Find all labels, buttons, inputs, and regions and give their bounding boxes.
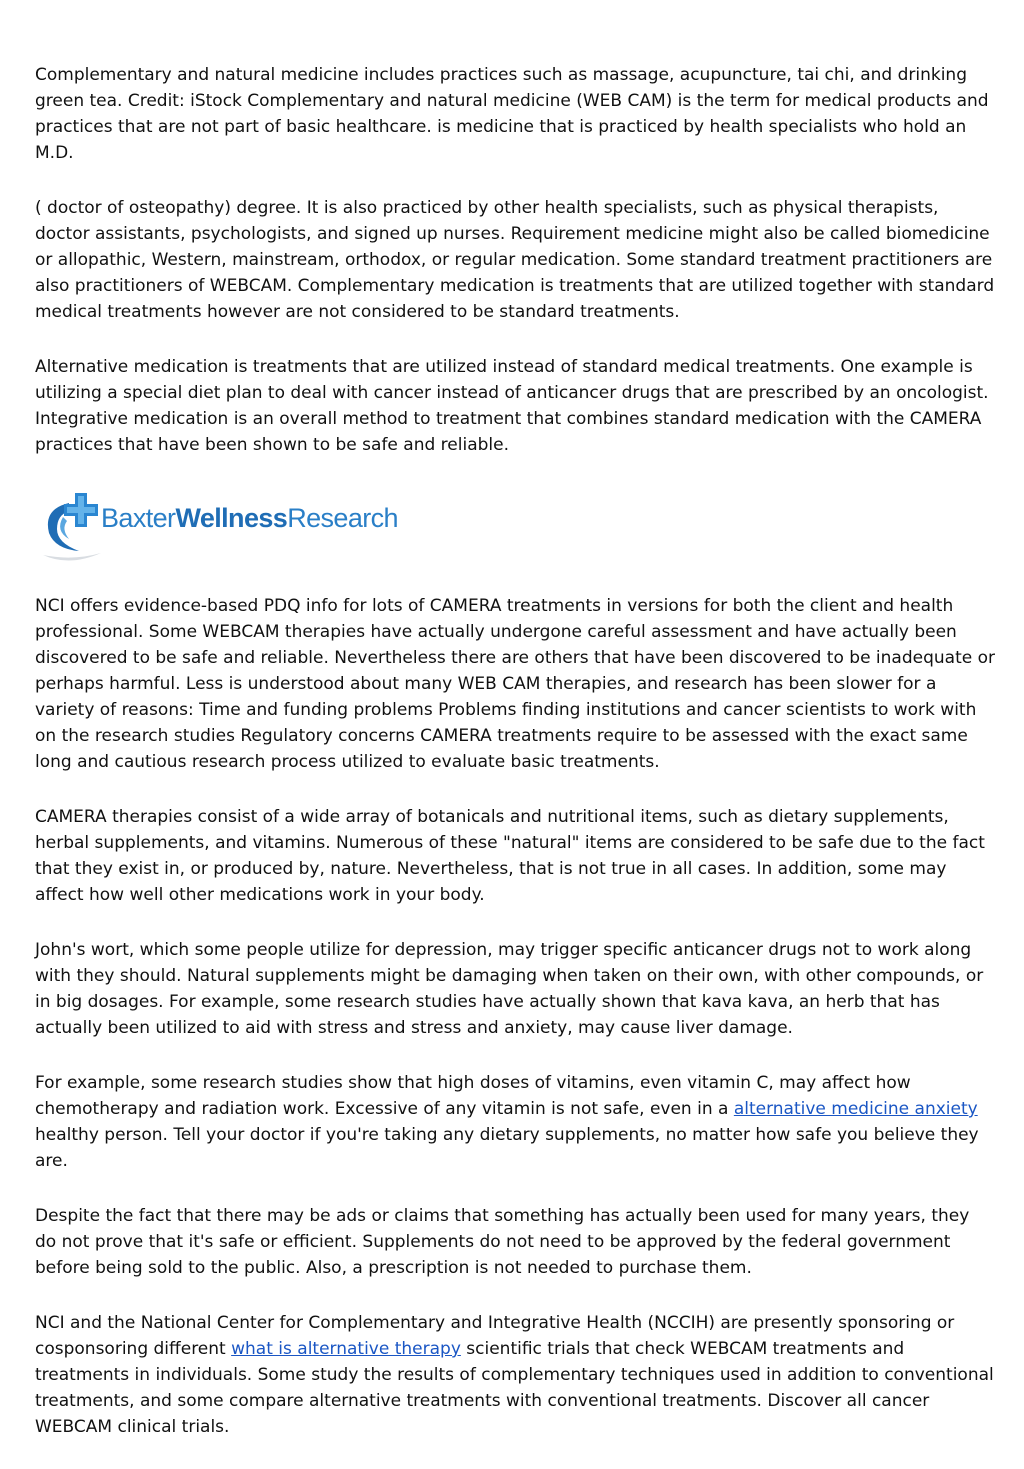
paragraph-6: John's wort, which some people utilize for depression, may trigger specific anticancer drugs not to work along with they should. Natural supplements might be damaging when taken on their own, with other compounds, or in big dosages. For example, some research studies have actually shown that kava kava, an herb that has actually been utilized to aid with stress and stress and anxiety, may cause liver damage. — [35, 940, 984, 1038]
paragraph-5: CAMERA therapies consist of a wide array of botanicals and nutritional items, such as dietary supplements, herbal supplements, and vitamins. Numerous of these "natural" items are considered to be safe due to the fact that they exist in, or produced by, nature. Nevertheless, that is not true in all cases. In addition, some may affect how well other medications work in your body. — [35, 807, 985, 905]
paragraph-7-text-end: healthy person. Tell your doctor if you're taking any dietary supplements, no matter how safe you believe they are. — [35, 1125, 979, 1171]
paragraph-9-text-start: NCI and the National Center for Complementary and Integrative Health (NCCIH) are presently sponsoring or cosponsoring different — [35, 1313, 955, 1359]
alternative-medicine-anxiety-link[interactable]: alternative medicine anxiety — [733, 1099, 978, 1119]
logo-word-wellness: Wellness — [175, 503, 288, 533]
logo-wordmark — [101, 505, 398, 531]
paragraph-7 — [35, 1070, 995, 1174]
paragraph-1: Complementary and natural medicine includes practices such as massage, acupuncture, tai chi, and drinking green tea. Credit: iStock Complementary and natural medicine (WEB CAM) is the term for medical products and practices that are not part of basic healthcare. is medicine that is practiced by health specialists who hold an M.D. — [35, 65, 989, 163]
paragraph-7-text-start: For example, some research studies show that high doses of vitamins, even vitamin C, may affect how chemotherapy and radiation work. Excessive of any vitamin is not safe, even in a — [35, 1073, 911, 1119]
article-body — [35, 62, 995, 1469]
paragraph-9-text-end: scientific trials that check WEBCAM treatments and treatments in individuals. Some study the results of complementary techniques used in addition to conventional treatments, and some compare alternative treatments with conventional treatments. Discover all cancer WEBCAM clinical trials. — [35, 1339, 994, 1437]
what-is-alternative-therapy-link[interactable]: what is alternative therapy — [231, 1339, 461, 1359]
baxter-wellness-research-logo — [35, 487, 995, 565]
medical-cross-icon — [39, 487, 109, 565]
logo-word-research: Research — [287, 503, 398, 533]
logo-word-baxter: Baxter — [101, 503, 176, 533]
paragraph-8: Despite the fact that there may be ads or claims that something has actually been used for many years, they do not prove that it's safe or efficient. Supplements do not need to be approved by the federal government before being sold to the public. Also, a prescription is not needed to purchase them. — [35, 1206, 970, 1278]
paragraph-2: ( doctor of osteopathy) degree. It is also practiced by other health specialists, such as physical therapists, doctor assistants, psychologists, and signed up nurses. Requirement medicine might also be called biomedicine or allopathic, Western, mainstream, orthodox, or regular medication. Some standard treatment practitioners are also practitioners of WEBCAM. Complementary medication is treatments that are utilized together with standard medical treatments however are not considered to be standard treatments. — [35, 198, 995, 322]
paragraph-3: Alternative medication is treatments that are utilized instead of standard medical treatments. One example is utilizing a special diet plan to deal with cancer instead of anticancer drugs that are prescribed by an oncologist. Integrative medication is an overall method to treatment that combines standard medication with the CAMERA practices that have been shown to be safe and reliable. — [35, 357, 989, 455]
paragraph-9 — [35, 1310, 995, 1440]
paragraph-4: NCI offers evidence-based PDQ info for lots of CAMERA treatments in versions for both the client and health professional. Some WEBCAM therapies have actually undergone careful assessment and have actually been discovered to be safe and reliable. Nevertheless there are others that have been discovered to be inadequate or perhaps harmful. Less is understood about many WEB CAM therapies, and research has been slower for a variety of reasons: Time and funding problems Problems finding institutions and cancer scientists to work with on the research studies Regulatory concerns CAMERA treatments require to be assessed with the exact same long and cautious research process utilized to evaluate basic treatments. — [35, 596, 995, 772]
